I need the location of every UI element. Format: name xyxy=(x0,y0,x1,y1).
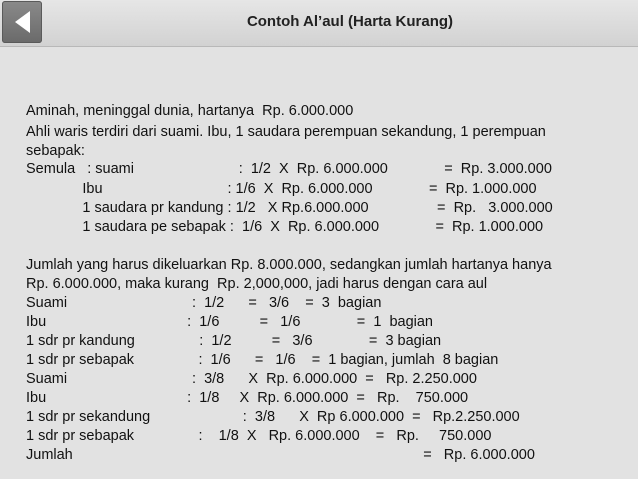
text-line: Suami : 3/8 X Rp. 6.000.000 = Rp. 2.250.000 xyxy=(26,371,477,387)
text-line: 1 saudara pr kandung : 1/2 X Rp.6.000.000 = Rp. 3.000.000 xyxy=(26,200,553,216)
text-line: 1 sdr pr sebapak : 1/6 = 1/6 = 1 bagian, jumlah 8 bagian xyxy=(26,352,499,368)
text-line: sebapak: xyxy=(26,143,85,159)
text-line: Jumlah yang harus dikeluarkan Rp. 8.000.000, sedangkan jumlah hartanya hanya xyxy=(26,257,552,273)
slide-header xyxy=(0,0,638,47)
text-line: Aminah, meninggal dunia, hartanya Rp. 6.000.000 xyxy=(26,103,354,119)
text-line: Jumlah = Rp. 6.000.000 xyxy=(26,447,535,463)
text-line: Ibu : 1/6 X Rp. 6.000.000 = Rp. 1.000.000 xyxy=(26,181,537,197)
slide-title: Contoh Al’aul (Harta Kurang) xyxy=(246,13,454,30)
text-line: 1 sdr pr sekandung : 3/8 X Rp 6.000.000 = Rp.2.250.000 xyxy=(26,409,520,425)
text-line: 1 saudara pe sebapak : 1/6 X Rp. 6.000.000 = Rp. 1.000.000 xyxy=(26,219,544,235)
back-arrow-icon xyxy=(12,10,32,34)
text-line: Ibu : 1/6 = 1/6 = 1 bagian xyxy=(26,314,433,330)
text-line: Rp. 6.000.000, maka kurang Rp. 2,000,000, jadi harus dengan cara aul xyxy=(26,276,488,292)
text-line: Ahli waris terdiri dari suami. Ibu, 1 saudara perempuan sekandung, 1 perempuan xyxy=(26,124,546,140)
text-line: Semula : suami : 1/2 X Rp. 6.000.000 = Rp. 3.000.000 xyxy=(26,161,552,177)
text-line: Suami : 1/2 = 3/6 = 3 bagian xyxy=(26,295,382,311)
back-button[interactable] xyxy=(2,1,42,43)
text-line: 1 sdr pr kandung : 1/2 = 3/6 = 3 bagian xyxy=(26,333,442,349)
text-line: Ibu : 1/8 X Rp. 6.000.000 = Rp. 750.000 xyxy=(26,390,469,406)
text-line: 1 sdr pr sebapak : 1/8 X Rp. 6.000.000 = Rp. 750.000 xyxy=(26,428,492,444)
